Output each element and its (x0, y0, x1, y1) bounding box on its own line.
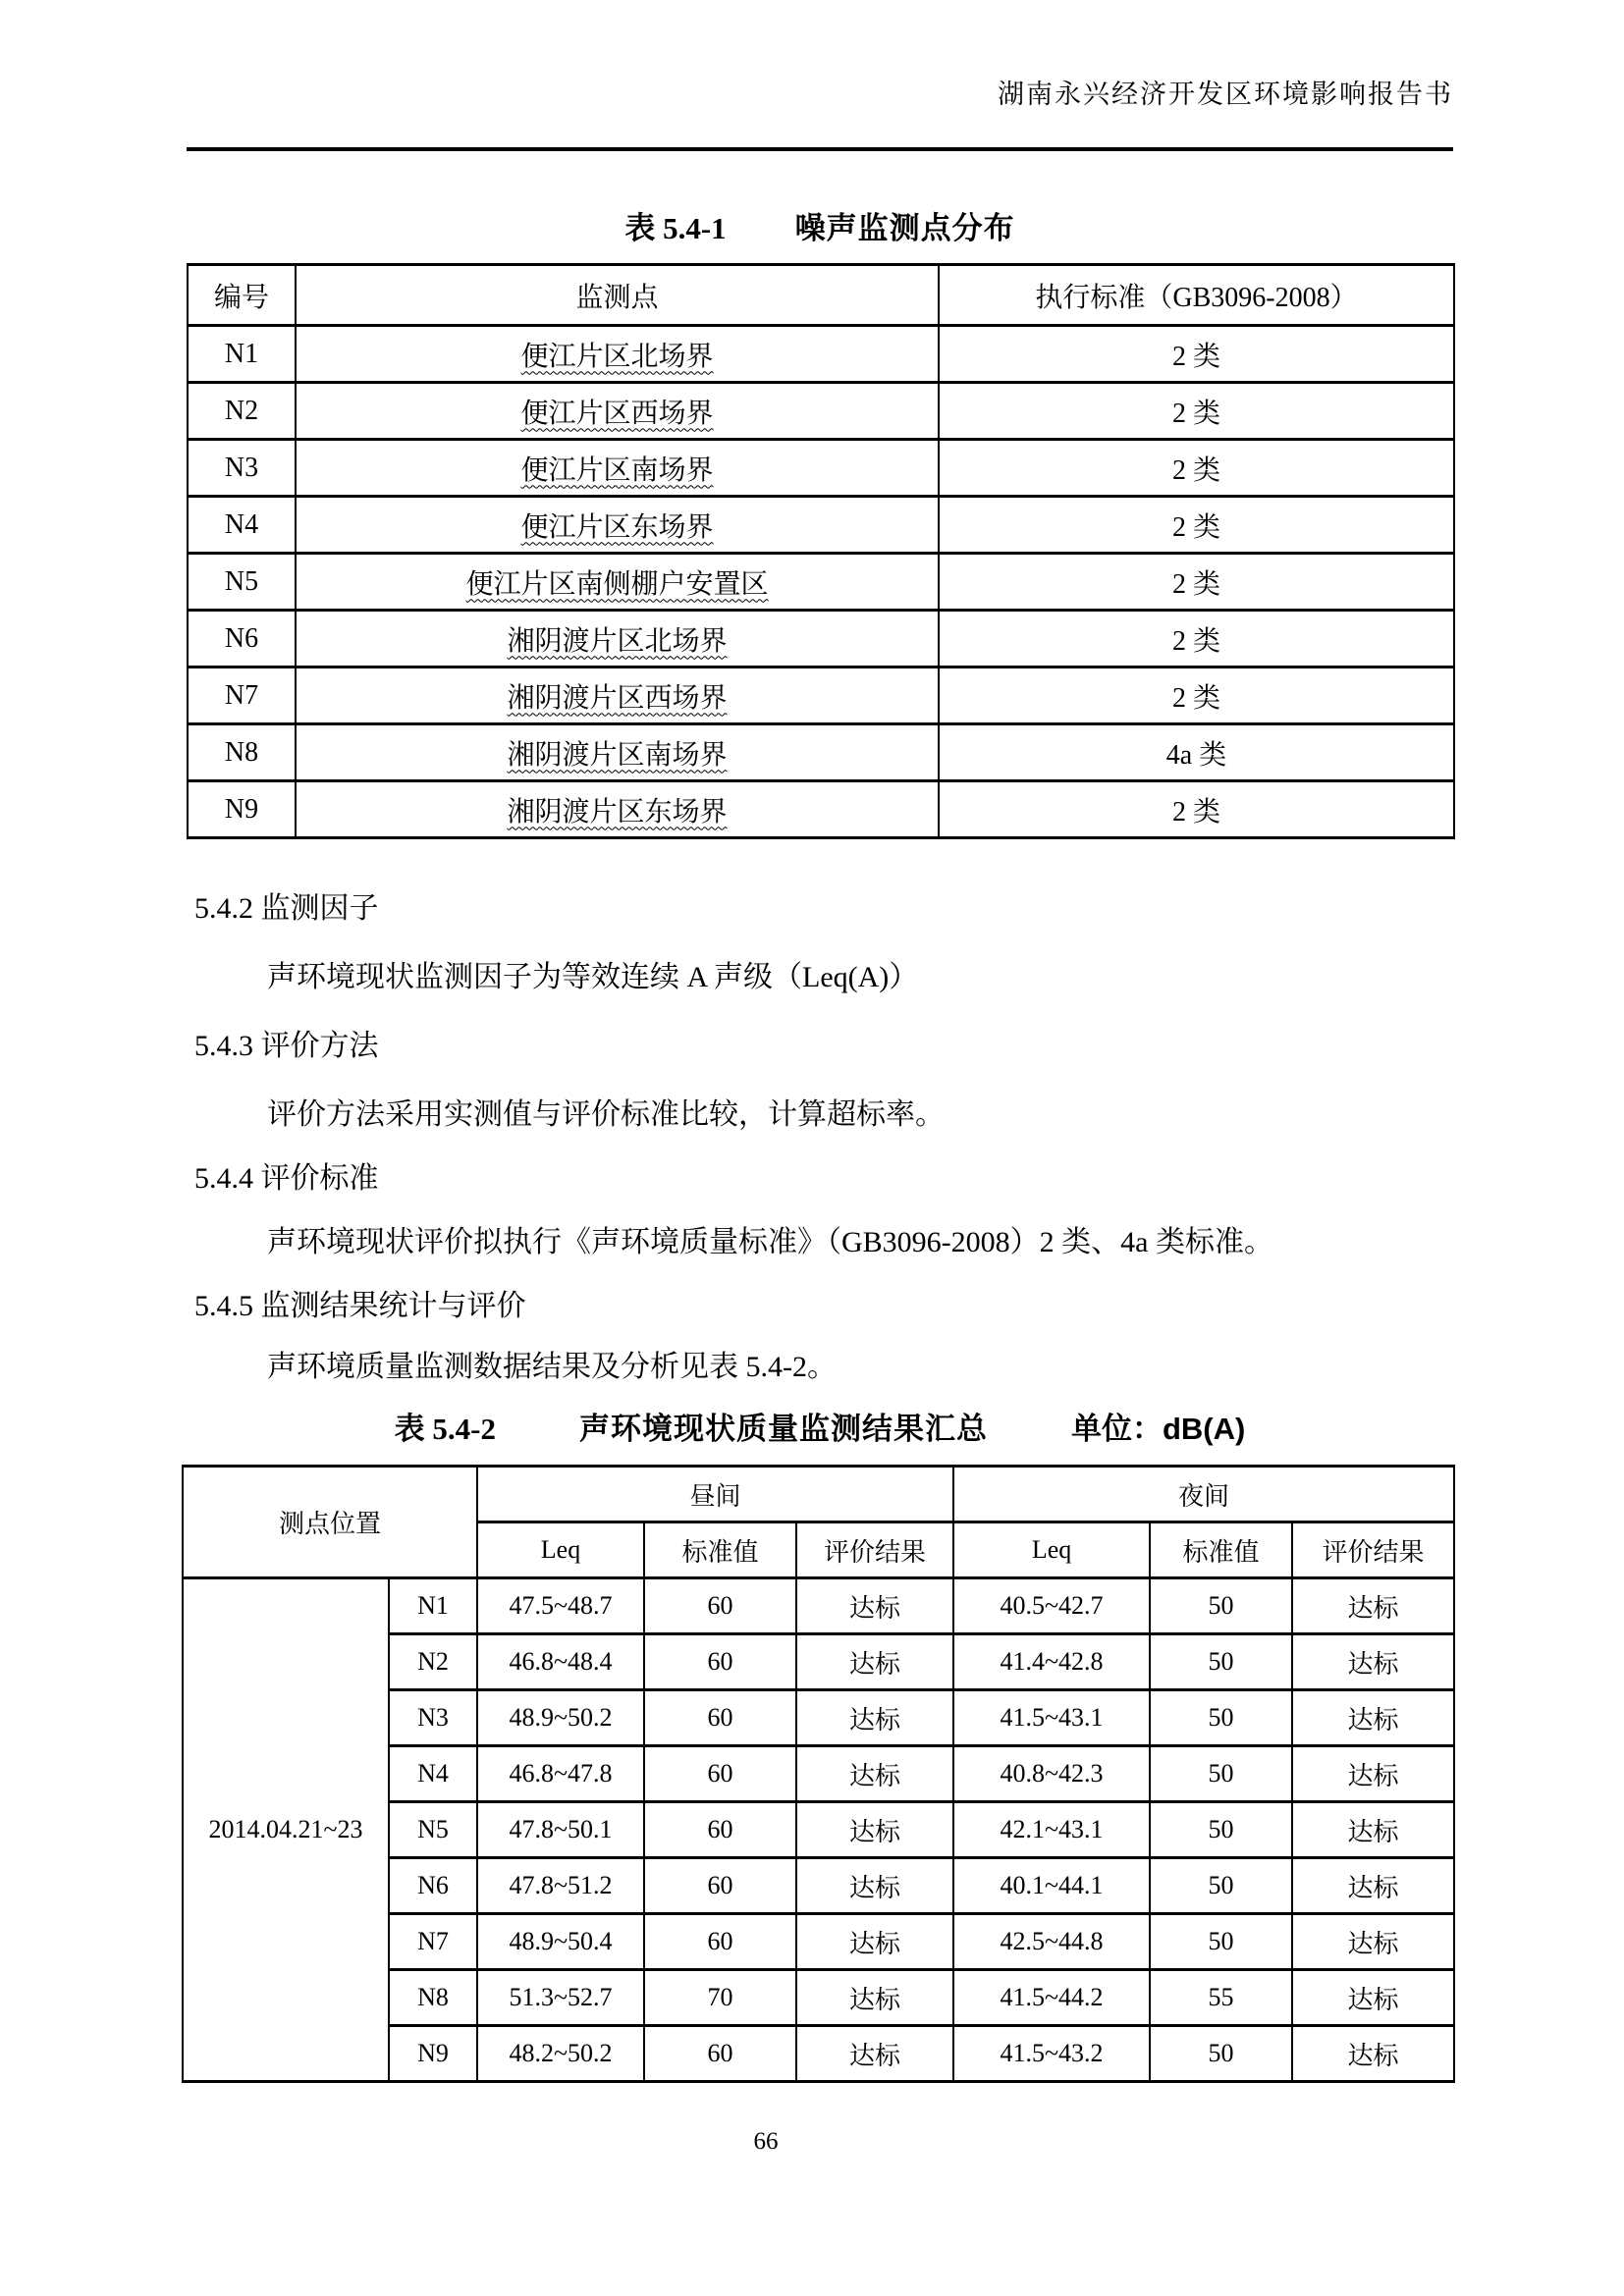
point-name: 湘阴渡片区东场界 (507, 796, 728, 828)
cell-id: N4 (389, 1746, 477, 1802)
cell-night-standard: 50 (1150, 1858, 1292, 1914)
cell-day-leq: 46.8~47.8 (477, 1746, 644, 1802)
cell-night-standard: 50 (1150, 1914, 1292, 1970)
cell-day-result: 达标 (796, 1578, 953, 1634)
cell-night-standard: 50 (1150, 1746, 1292, 1802)
table1-caption-title: 噪声监测点分布 (794, 211, 1015, 245)
cell-id: N7 (188, 667, 296, 724)
cell-night-result: 达标 (1292, 1634, 1454, 1690)
table-row (183, 1578, 1454, 1634)
cell-night-result: 达标 (1292, 1802, 1454, 1858)
table-row (188, 497, 1454, 554)
cell-day-result: 达标 (796, 1858, 953, 1914)
table2-caption-unit: 单位：dB(A) (1070, 1412, 1246, 1446)
cell-day-result: 达标 (796, 1970, 953, 2026)
cell-night-result: 达标 (1292, 1578, 1454, 1634)
cell-day-standard: 60 (644, 2026, 796, 2082)
cell-id: N8 (389, 1970, 477, 2026)
table2-header-night-standard: 标准值 (1150, 1522, 1292, 1578)
cell-standard: 2 类 (939, 667, 1454, 724)
cell-day-standard: 60 (644, 1858, 796, 1914)
cell-night-standard: 50 (1150, 1634, 1292, 1690)
cell-point (296, 554, 939, 611)
cell-id: N9 (389, 2026, 477, 2082)
section-heading-5-4-4: 5.4.4 评价标准 (194, 1162, 379, 1195)
section-body-5-4-3: 评价方法采用实测值与评价标准比较，计算超标率。 (267, 1098, 945, 1131)
table2-header-location: 测点位置 (183, 1467, 477, 1578)
cell-date-range: 2014.04.21~23 (183, 1578, 389, 2082)
cell-id: N2 (389, 1634, 477, 1690)
cell-night-result: 达标 (1292, 1970, 1454, 2026)
cell-id: N6 (188, 611, 296, 667)
table1-caption-label: 表 5.4-1 (624, 211, 727, 245)
cell-night-result: 达标 (1292, 2026, 1454, 2082)
cell-night-standard: 55 (1150, 1970, 1292, 2026)
cell-day-leq: 47.5~48.7 (477, 1578, 644, 1634)
point-name: 湘阴渡片区西场界 (507, 682, 728, 714)
table2-header-night-leq: Leq (953, 1522, 1150, 1578)
table1-caption (187, 203, 1453, 247)
cell-standard: 2 类 (939, 781, 1454, 838)
section-body-5-4-2: 声环境现状监测因子为等效连续 A 声级（Leq(A)） (267, 961, 919, 993)
table2-header-day-standard: 标准值 (644, 1522, 796, 1578)
table2-caption-label: 表 5.4-2 (394, 1412, 496, 1446)
table-row (188, 326, 1454, 383)
cell-id: N3 (389, 1690, 477, 1746)
table2-header-day-leq: Leq (477, 1522, 644, 1578)
cell-day-result: 达标 (796, 1746, 953, 1802)
cell-day-standard: 60 (644, 1634, 796, 1690)
table1-header-row (188, 265, 1454, 326)
cell-night-result: 达标 (1292, 1858, 1454, 1914)
cell-day-leq: 47.8~50.1 (477, 1802, 644, 1858)
cell-night-standard: 50 (1150, 1690, 1292, 1746)
cell-night-leq: 40.5~42.7 (953, 1578, 1150, 1634)
cell-night-leq: 40.1~44.1 (953, 1858, 1150, 1914)
cell-id: N6 (389, 1858, 477, 1914)
cell-id: N9 (188, 781, 296, 838)
cell-id: N4 (188, 497, 296, 554)
cell-day-leq: 48.9~50.4 (477, 1914, 644, 1970)
table2-header-night: 夜间 (953, 1467, 1454, 1522)
cell-day-result: 达标 (796, 1634, 953, 1690)
table-row (188, 724, 1454, 781)
cell-id: N3 (188, 440, 296, 497)
cell-point (296, 326, 939, 383)
table-row (188, 667, 1454, 724)
table-row (188, 440, 1454, 497)
cell-night-leq: 41.4~42.8 (953, 1634, 1150, 1690)
point-name: 便江片区东场界 (520, 511, 714, 543)
cell-night-leq: 40.8~42.3 (953, 1746, 1150, 1802)
table-row (188, 554, 1454, 611)
cell-standard: 2 类 (939, 326, 1454, 383)
cell-point (296, 383, 939, 440)
page-header-title: 湖南永兴经济开发区环境影响报告书 (998, 80, 1453, 109)
cell-id: N1 (389, 1578, 477, 1634)
table2-caption-title: 声环境现状质量监测结果汇总 (578, 1412, 988, 1446)
cell-standard: 2 类 (939, 440, 1454, 497)
cell-night-result: 达标 (1292, 1914, 1454, 1970)
cell-point (296, 667, 939, 724)
cell-point (296, 611, 939, 667)
point-name: 便江片区北场界 (520, 341, 714, 372)
cell-day-standard: 60 (644, 1746, 796, 1802)
point-name: 便江片区南侧棚户安置区 (465, 568, 769, 600)
cell-standard: 2 类 (939, 497, 1454, 554)
cell-night-leq: 41.5~44.2 (953, 1970, 1150, 2026)
cell-day-result: 达标 (796, 1802, 953, 1858)
cell-night-standard: 50 (1150, 1578, 1292, 1634)
cell-day-standard: 70 (644, 1970, 796, 2026)
cell-standard: 4a 类 (939, 724, 1454, 781)
table1-header-standard: 执行标准（GB3096-2008） (939, 265, 1454, 326)
cell-id: N5 (389, 1802, 477, 1858)
cell-point (296, 724, 939, 781)
cell-day-standard: 60 (644, 1578, 796, 1634)
cell-day-standard: 60 (644, 1802, 796, 1858)
cell-day-result: 达标 (796, 1914, 953, 1970)
table2-header-day-result: 评价结果 (796, 1522, 953, 1578)
section-body-5-4-5: 声环境质量监测数据结果及分析见表 5.4-2。 (267, 1351, 837, 1383)
cell-point (296, 781, 939, 838)
point-name: 湘阴渡片区南场界 (507, 739, 728, 771)
cell-day-leq: 47.8~51.2 (477, 1858, 644, 1914)
table-row (188, 781, 1454, 838)
cell-night-leq: 41.5~43.1 (953, 1690, 1150, 1746)
cell-standard: 2 类 (939, 554, 1454, 611)
section-heading-5-4-3: 5.4.3 评价方法 (194, 1030, 379, 1062)
section-heading-5-4-2: 5.4.2 监测因子 (194, 892, 379, 925)
cell-id: N7 (389, 1914, 477, 1970)
point-name: 便江片区西场界 (520, 398, 714, 429)
cell-standard: 2 类 (939, 611, 1454, 667)
noise-monitoring-results-table (182, 1465, 1455, 2083)
noise-monitoring-points-table (187, 263, 1455, 839)
cell-id: N5 (188, 554, 296, 611)
table2-header-row-1 (183, 1467, 1454, 1522)
cell-night-leq: 41.5~43.2 (953, 2026, 1150, 2082)
cell-point (296, 440, 939, 497)
table2-header-night-result: 评价结果 (1292, 1522, 1454, 1578)
cell-id: N2 (188, 383, 296, 440)
cell-night-result: 达标 (1292, 1746, 1454, 1802)
cell-id: N8 (188, 724, 296, 781)
cell-day-leq: 48.9~50.2 (477, 1690, 644, 1746)
table1-header-point: 监测点 (296, 265, 939, 326)
cell-night-standard: 50 (1150, 2026, 1292, 2082)
cell-day-standard: 60 (644, 1690, 796, 1746)
cell-day-result: 达标 (796, 1690, 953, 1746)
cell-day-leq: 48.2~50.2 (477, 2026, 644, 2082)
page-number: 66 (753, 2128, 779, 2155)
cell-night-standard: 50 (1150, 1802, 1292, 1858)
header-rule (187, 147, 1453, 151)
table-row (188, 611, 1454, 667)
table1-header-id: 编号 (188, 265, 296, 326)
point-name: 便江片区南场界 (520, 454, 714, 486)
cell-day-result: 达标 (796, 2026, 953, 2082)
section-heading-5-4-5: 5.4.5 监测结果统计与评价 (194, 1290, 526, 1322)
cell-day-leq: 51.3~52.7 (477, 1970, 644, 2026)
section-body-5-4-4: 声环境现状评价拟执行《声环境质量标准》（GB3096-2008）2 类、4a 类标准。 (267, 1226, 1273, 1258)
table2-header-day: 昼间 (477, 1467, 953, 1522)
cell-day-standard: 60 (644, 1914, 796, 1970)
cell-night-result: 达标 (1292, 1690, 1454, 1746)
cell-night-leq: 42.1~43.1 (953, 1802, 1150, 1858)
table2-caption (187, 1404, 1453, 1448)
point-name: 湘阴渡片区北场界 (507, 625, 728, 657)
cell-night-leq: 42.5~44.8 (953, 1914, 1150, 1970)
cell-day-leq: 46.8~48.4 (477, 1634, 644, 1690)
cell-standard: 2 类 (939, 383, 1454, 440)
cell-id: N1 (188, 326, 296, 383)
table-row (188, 383, 1454, 440)
cell-point (296, 497, 939, 554)
